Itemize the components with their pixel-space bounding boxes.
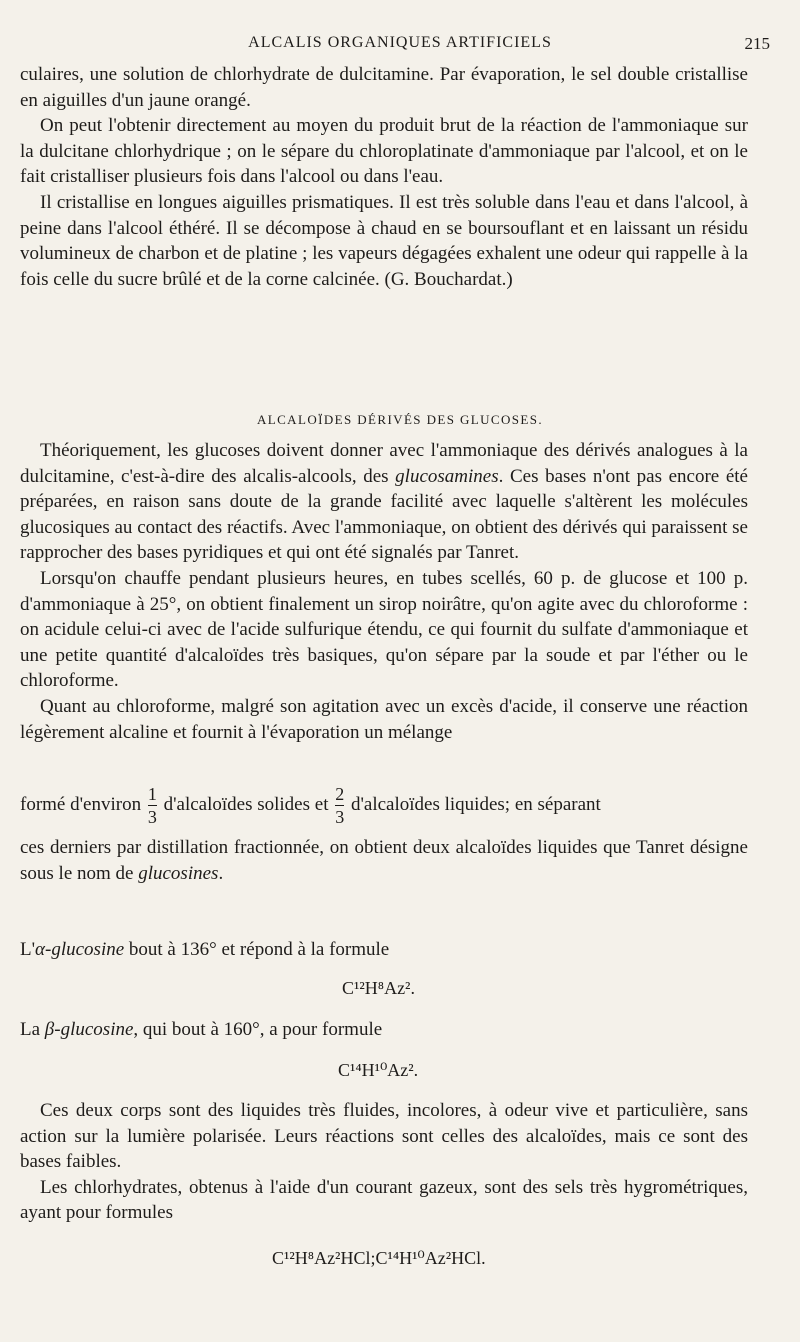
paragraph-preparation: On peut l'obtenir directement au moyen du produit brut de la réaction de l'ammoniaque sur la dulcitane chlorhydrique ; on le sépare du chloroplatinate d'ammoniaque par l'alcool, et on le fait cristalliser plusieurs fois dans l'alcool ou dans l'eau.: [20, 115, 748, 188]
fraction-line: [20, 785, 748, 826]
beta-glucosine-line: [20, 1017, 748, 1043]
alpha-text: bout à 136° et répond à la formule: [124, 939, 390, 960]
chlorhydrate-formulas: C¹²H⁸Az²HCl;C¹⁴H¹⁰Az²HCl.: [272, 1248, 486, 1268]
alpha-formula: C¹²H⁸Az².: [342, 978, 415, 998]
top-text-block: [20, 62, 748, 292]
paragraph-heating: Lorsqu'on chauffe pendant plusieurs heures, en tubes scellés, 60 p. de glucose et 100 p. d'ammoniaque à 25°, on obtient finalement un sirop noirâtre, qu'on agite avec du chloroforme : on acidule celui-ci avec de l'acide sulfurique étendu, ce qui fournit du sulfate d'ammoniaque et une petite quantité d'alcaloïdes très basiques, qu'on sépare par la soude et par l'éther ou le chloroforme.: [20, 567, 748, 692]
section-text-block: [20, 438, 748, 745]
fraction-line-text-c: d'alcaloïdes liquides; en séparant: [350, 793, 601, 815]
glucosines-term: glucosines: [138, 862, 219, 884]
glucosines-paragraph: [20, 835, 748, 886]
fraction-line-text-b: d'alcaloïdes solides et: [163, 793, 329, 815]
running-title: ALCALIS ORGANIQUES ARTIFICIELS: [248, 34, 552, 51]
fraction-denominator: 3: [147, 807, 157, 827]
section-heading: ALCALOÏDES DÉRIVÉS DES GLUCOSES.: [256, 412, 544, 427]
theory-text-a: Théoriquement, les glucoses doivent donner avec l'ammoniaque des dérivés analogues à la dulcitamine, c'est-à-dire des alcalis-alcools, des: [20, 440, 748, 487]
paragraph-chloroform: Quant au chloroforme, malgré son agitation avec un excès d'acide, il conserve une réaction légèrement alcaline et fournit à l'évaporation un mélange: [20, 695, 748, 743]
glucosines-end: .: [218, 862, 224, 884]
beta-text: , qui bout à 160°, a pour formule: [133, 1019, 383, 1040]
fraction-numerator: 1: [147, 784, 157, 804]
fraction-numerator: 2: [335, 784, 345, 804]
fraction-two-thirds: [335, 785, 344, 826]
fraction-line-text-a: formé d'environ: [20, 793, 142, 815]
paragraph-properties: Il cristallise en longues aiguilles prismatiques. Il est très soluble dans l'eau et dans l'alcool, à peine dans l'alcool éthéré. Il se décompose à chaud en se boursouflant et en laissant un résidu volumineux de charbon et de platine ; les vapeurs dégagées exhalent une odeur qui rappelle à la fois celle du sucre brûlé et de la corne calcinée. (G. Bouchardat.): [20, 191, 748, 290]
page-number: 215: [744, 34, 770, 53]
theory-text-b: . Ces bases n'ont pas encore été préparées, en raison sans doute de la grande facilité avec laquelle s'altèrent les molécules glucosiques au contact des réactifs. Avec l'ammoniaque, on obtient des dérivés qui paraissent se rapprocher des bases pyridiques et qui ont été signalés par Tanret.: [20, 465, 748, 564]
paragraph-theory: [20, 438, 748, 566]
beta-glucosine-name: β-glucosine: [44, 1019, 134, 1040]
fraction-denominator: 3: [335, 807, 345, 827]
alpha-glucosine-name: α-glucosine: [35, 939, 125, 960]
fraction-one-third: [148, 785, 157, 826]
alpha-glucosine-line: [20, 937, 748, 963]
beta-prefix: La: [20, 1019, 45, 1040]
paragraph-physical-properties: Ces deux corps sont des liquides très fluides, incolores, à odeur vive et particulière, sans action sur la lumière polarisée. Leurs réactions sont celles des alcaloïdes, mais ce sont des bases faibles.: [20, 1100, 748, 1173]
glucosines-text: ces derniers par distillation fractionnée, on obtient deux alcaloïdes liquides que Tanret désigne sous le nom de: [20, 837, 748, 884]
paragraph-continuation: culaires, une solution de chlorhydrate de dulcitamine. Par évaporation, le sel double cristallise en aiguilles d'un jaune orangé.: [20, 64, 748, 111]
page-header: [20, 30, 780, 60]
paragraph-chlorhydrates: Les chlorhydrates, obtenus à l'aide d'un courant gazeux, sont des sels très hygrométriques, ayant pour formules: [20, 1176, 748, 1224]
alpha-prefix: L': [20, 939, 36, 960]
glucosamines-term: glucosamines: [395, 465, 499, 487]
beta-formula: C¹⁴H¹⁰Az².: [338, 1060, 419, 1080]
bottom-text-block: [20, 1098, 748, 1226]
